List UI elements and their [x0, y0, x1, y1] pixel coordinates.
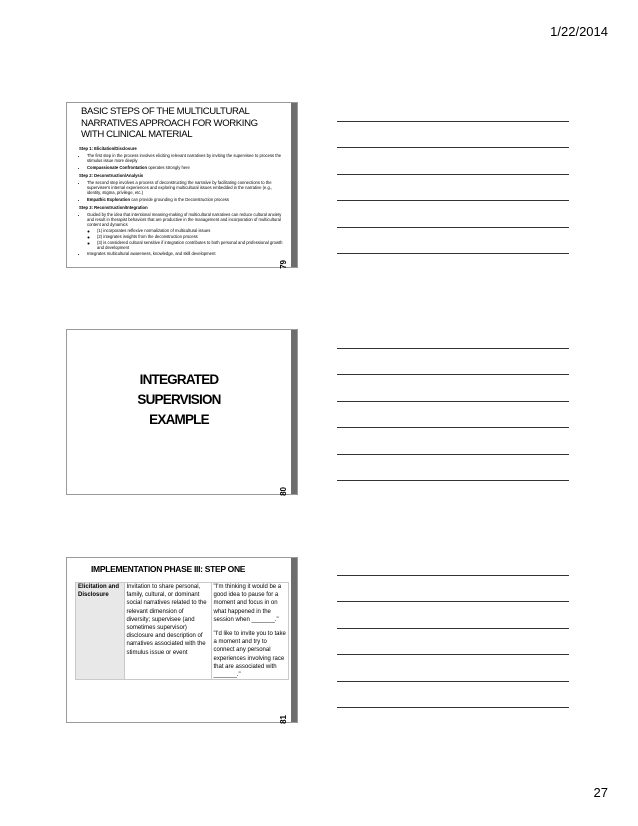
step3-bullet-1-text: Guided by the idea that intentional meaning-making of multicultural narratives can reduce cultural anxiety and result in therapist behaviors that are productive in the management and incorporation of multicultural content and dynamics [87, 212, 282, 228]
table-row [76, 583, 289, 680]
slide-79 [66, 102, 298, 268]
slide-80 [66, 329, 298, 495]
table-cell-description: Invitation to share personal, family, cultural, or dominant social narratives related to the relevant dimension of diversity; supervisee (and sometimes supervisor) disclosure and description of narratives associated with the stimulus issue or event [124, 583, 211, 680]
slide-side-bar [291, 558, 297, 722]
slide-81 [66, 557, 298, 723]
notes-line [337, 348, 569, 349]
step1-bullet-2 [87, 165, 287, 170]
step3-sub-1: ◦ (1) incorporates reflexive normalization of multicultural issues [97, 228, 287, 233]
notes-line [337, 427, 569, 428]
notes-line [337, 174, 569, 175]
notes-line [337, 227, 569, 228]
heading-line-2: SUPERVISION [137, 392, 221, 407]
step1-heading: Step 1: Elicitation/Disclosure [79, 146, 137, 151]
step3-sub-2: ◦ (2) integrates insights from the deconstruction process [97, 234, 287, 239]
notes-line [337, 654, 569, 655]
step1-bullet-2-bold: Compassionate Confrontation [87, 164, 148, 170]
step2-list [79, 180, 287, 202]
table-cell-step: Elicitation and Disclosure [76, 583, 125, 680]
notes-line [337, 480, 569, 481]
slide-body [79, 143, 287, 258]
example-quote-2: "I'd like to invite you to take a moment and try to connect any personal experiences involving race that are associated with _______." [213, 631, 286, 679]
notes-line [337, 707, 569, 708]
step2-bullet-2-rest: can provide grounding in the Deconstruction process [130, 196, 229, 202]
step3-bullet-2: • Integrates multicultural awareness, knowledge, and skill development [87, 251, 287, 256]
notes-line [337, 253, 569, 254]
notes-line [337, 147, 569, 148]
heading-line-3: EXAMPLE [149, 412, 209, 427]
step1-bullet-2-rest: operates strongly here [147, 164, 190, 170]
slide-heading [67, 370, 291, 430]
slide-number: 79 [279, 260, 288, 269]
step3-bullet-1 [87, 212, 287, 250]
notes-line [337, 601, 569, 602]
slide-side-bar [291, 330, 297, 494]
notes-line [337, 575, 569, 576]
step1-list [79, 153, 287, 170]
step3-list [79, 212, 287, 257]
step2-bullet-1: • The second step involves a process of deconstructing the narrative by facilitating connections to the supervisee's internal experiences and exploring multicultural issues embedded in the narrative (e.g., identity, stigma, privilege, etc.) [87, 180, 287, 196]
heading-line-1: INTEGRATED [139, 372, 219, 387]
table-cell-examples [211, 583, 289, 680]
page-number: 27 [593, 785, 608, 800]
notes-line [337, 121, 569, 122]
step1-bullet-1: • The first step in the process involves eliciting relevant narratives by inviting the supervisee to process the stimulus issue more deeply [87, 153, 287, 163]
step2-bullet-2 [87, 197, 287, 202]
slide-title: BASIC STEPS OF THE MULTICULTURAL NARRATIVES APPROACH FOR WORKING WITH CLINICAL MATERIAL [81, 106, 258, 140]
header-date: 1/22/2014 [550, 24, 608, 39]
slide-number: 81 [279, 715, 288, 724]
step3-sublist [87, 228, 287, 251]
step2-heading: Step 2: Deconstruction/Analysis [79, 172, 144, 178]
implementation-table [75, 582, 289, 680]
slide-title: IMPLEMENTATION PHASE III: STEP ONE [91, 564, 246, 574]
notes-line [337, 628, 569, 629]
notes-line [337, 200, 569, 201]
step3-heading: Step 3: Reconstruction/Integration [79, 204, 148, 210]
example-quote-1: "I'm thinking it would be a good idea to pause for a moment and focus in on what happened in the session when _______." [213, 584, 282, 623]
notes-line [337, 374, 569, 375]
notes-line [337, 681, 569, 682]
slide-side-bar [291, 103, 297, 267]
step3-sub-3: ◦ (3) is considered cultural sensitive if integration contributes to both personal and professional growth and development [97, 240, 287, 250]
notes-line [337, 401, 569, 402]
step2-bullet-2-bold: Empathic Exploration [87, 196, 131, 202]
notes-line [337, 454, 569, 455]
slide-number: 80 [279, 487, 288, 496]
